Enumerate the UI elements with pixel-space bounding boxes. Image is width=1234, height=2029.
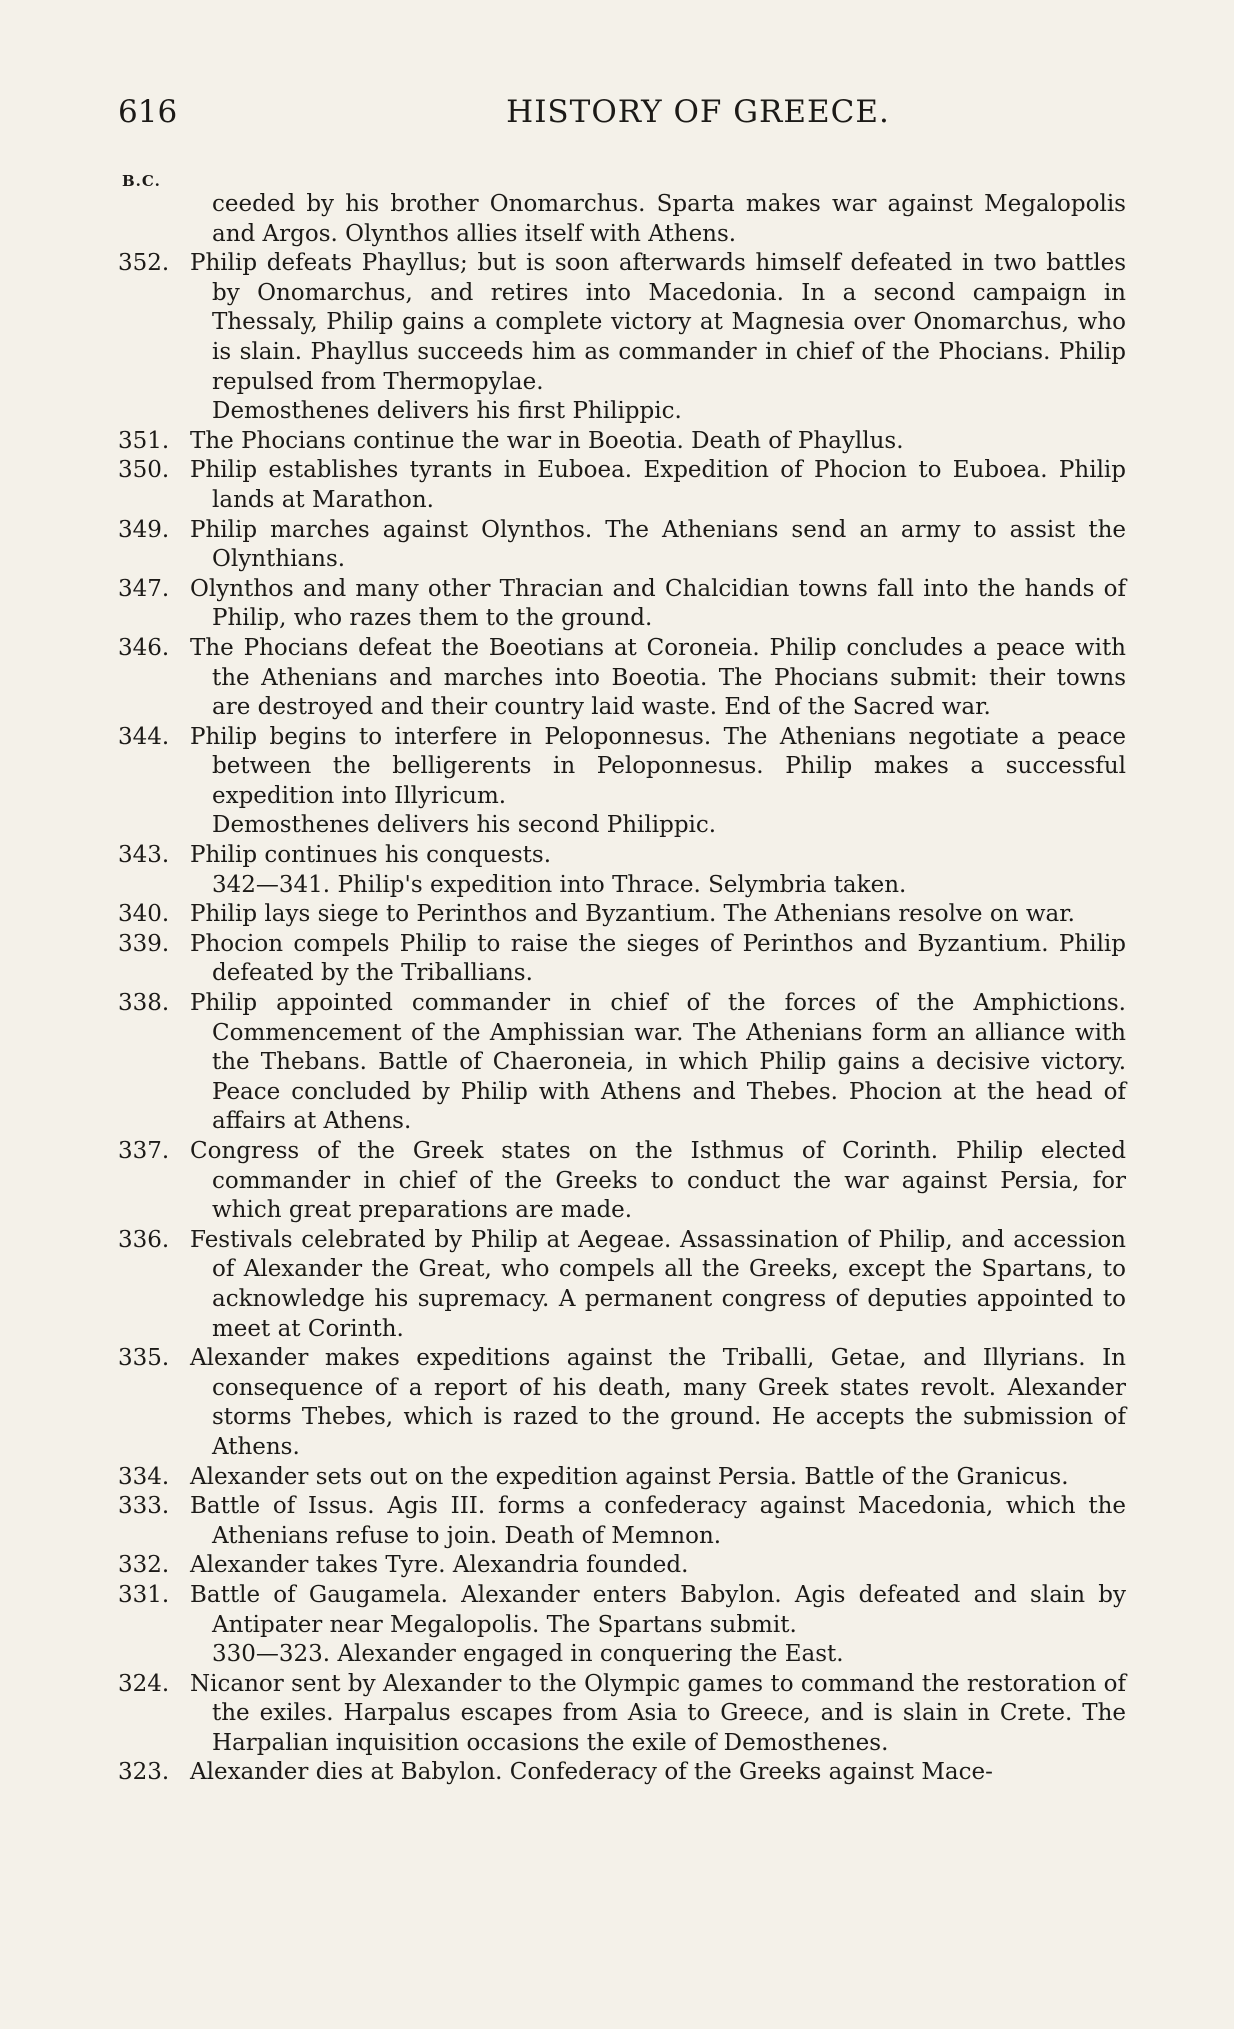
entry-year: 323. (118, 1759, 170, 1786)
chronology-entry (118, 1344, 1126, 1462)
entry-text: Demosthenes delivers his second Philippic. (212, 812, 717, 839)
chronology-entry (118, 397, 1126, 427)
entry-text: Congress of the Greek states on the Isthmus of Corinth. Philip elected commander in chief of the Greeks to conduct the war against Persia, for which great preparations are made. (190, 1138, 1126, 1224)
entry-year: 332. (118, 1552, 170, 1579)
entry-text: The Phocians continue the war in Boeotia. Death of Phayllus. (190, 427, 904, 454)
chronology-entry (118, 456, 1126, 515)
entry-text: Philip lays siege to Perinthos and Byzantium. The Athenians resolve on war. (190, 901, 1075, 928)
chronology-entry (118, 427, 1126, 457)
era-label: B.C. (122, 172, 161, 190)
chronology-entry (118, 871, 1126, 901)
entry-text: Philip defeats Phayllus; but is soon afterwards himself defeated in two battles by Onomarchus, and retires into Macedonia. In a second campaign in Thessaly, Philip gains a complete victory at Magnesia over Onomarchus, who is slain. Phayllus succeeds him as commander in chief of the Phocians. Philip repulsed from Thermopylae. (190, 250, 1126, 395)
entry-text: Philip establishes tyrants in Euboea. Expedition of Phocion to Euboea. Philip lands at Marathon. (190, 457, 1126, 513)
chronology-entry (118, 575, 1126, 634)
chronology-entry (118, 1581, 1126, 1640)
entry-year: 352. (118, 250, 170, 277)
page-number: 616 (118, 94, 178, 130)
chronology-entry (118, 900, 1126, 930)
entry-year: 347. (118, 575, 170, 602)
entry-text: Nicanor sent by Alexander to the Olympic games to command the restoration of the exiles. Harpalus escapes from Asia to Greece, and is slain in Crete. The Harpalian inquisition occasions the exile of Demosthenes. (190, 1670, 1126, 1756)
chronology-entry (118, 811, 1126, 841)
entry-year: 346. (118, 634, 170, 661)
entry-year: 343. (118, 842, 170, 869)
entry-text: Philip marches against Olynthos. The Athenians send an army to assist the Olynthians. (190, 516, 1126, 573)
entry-text: Olynthos and many other Thracian and Chalcidian towns fall into the hands of Philip, who razes them to the ground. (190, 575, 1126, 632)
chronology-entry (118, 1670, 1126, 1759)
entry-text: Alexander engaged in conquering the East. (337, 1641, 844, 1668)
running-head: HISTORY OF GREECE. (506, 94, 890, 130)
entry-text: The Phocians defeat the Boeotians at Coroneia. Philip concludes a peace with the Athenians and marches into Boeotia. The Phocians submit: their towns are destroyed and their country laid waste. End of the Sacred war. (190, 634, 1126, 721)
entry-text: ceeded by his brother Onomarchus. Sparta makes war against Megalopolis and Argos. Olynthos allies itself with Athens. (212, 191, 1126, 247)
chronology-entry (118, 1463, 1126, 1493)
chronology-entry (118, 930, 1126, 989)
entry-year: 349. (118, 516, 170, 543)
entry-text: Alexander dies at Babylon. Confederacy of the Greeks against Mace- (190, 1759, 993, 1786)
entry-text: Alexander takes Tyre. Alexandria founded. (190, 1552, 689, 1579)
chronology-entry (118, 516, 1126, 575)
page-header (118, 94, 1130, 134)
entry-year: 324. (118, 1670, 170, 1697)
chronology-entry (118, 1492, 1126, 1551)
chronology-entry (118, 989, 1126, 1137)
chronology-entry (118, 723, 1126, 812)
entry-text: Festivals celebrated by Philip at Aegeae. Assassination of Philip, and accession of Alexander the Great, who compels all the Greeks, except the Spartans, to acknowledge his supremacy. A permanent congress of deputies appointed to meet at Corinth. (190, 1226, 1126, 1342)
entry-text: Philip begins to interfere in Peloponnesus. The Athenians negotiate a peace between the belligerents in Peloponnesus. Philip makes a successful expedition into Illyricum. (190, 723, 1126, 809)
entry-year: 340. (118, 901, 170, 928)
entry-text: Battle of Issus. Agis III. forms a confederacy against Macedonia, which the Athenians refuse to join. Death of Memnon. (190, 1493, 1126, 1549)
entry-text: Battle of Gaugamela. Alexander enters Babylon. Agis defeated and slain by Antipater near Megalopolis. The Spartans submit. (190, 1581, 1126, 1638)
chronology-list (118, 190, 1126, 1788)
chronology-entry (118, 1137, 1126, 1226)
entry-text: Philip appointed commander in chief of the forces of the Amphictions. Commencement of the Amphissian war. The Athenians form an alliance with the Thebans. Battle of Chaeroneia, in which Philip gains a decisive victory. Peace concluded by Philip with Athens and Thebes. Phocion at the head of affairs at Athens. (190, 990, 1126, 1135)
chronology-entry (118, 1640, 1126, 1670)
entry-year: 336. (118, 1226, 170, 1253)
chronology-entry (118, 841, 1126, 871)
entry-text: Alexander sets out on the expedition against Persia. Battle of the Granicus. (190, 1463, 1069, 1490)
chronology-entry (118, 249, 1126, 397)
entry-year: 339. (118, 930, 170, 957)
entry-year: 331. (118, 1581, 170, 1608)
entry-text: Alexander makes expeditions against the Triballi, Getae, and Illyrians. In consequence of a report of his death, many Greek states revolt. Alexander storms Thebes, which is razed to the ground. He accepts the submission of Athens. (190, 1345, 1126, 1460)
entry-text: Philip's expedition into Thrace. Selymbria taken. (337, 871, 907, 898)
chronology-entry (118, 1226, 1126, 1344)
chronology-entry (118, 634, 1126, 723)
chronology-entry (118, 1758, 1126, 1788)
entry-year: 335. (118, 1345, 170, 1372)
entry-year: 342—341. (212, 871, 331, 898)
entry-year: 351. (118, 427, 170, 454)
chronology-entry (118, 190, 1126, 249)
entry-text: Phocion compels Philip to raise the sieges of Perinthos and Byzantium. Philip defeated by the Triballians. (190, 930, 1126, 987)
entry-year: 338. (118, 990, 170, 1017)
entry-text: Demosthenes delivers his first Philippic. (212, 398, 682, 425)
entry-year: 333. (118, 1493, 170, 1520)
entry-year: 337. (118, 1138, 170, 1164)
entry-year: 350. (118, 457, 170, 484)
entry-text: Philip continues his conquests. (190, 842, 552, 869)
entry-year: 344. (118, 723, 170, 750)
chronology-entry (118, 1551, 1126, 1581)
entry-year: 334. (118, 1463, 170, 1490)
entry-year: 330—323. (212, 1641, 331, 1668)
